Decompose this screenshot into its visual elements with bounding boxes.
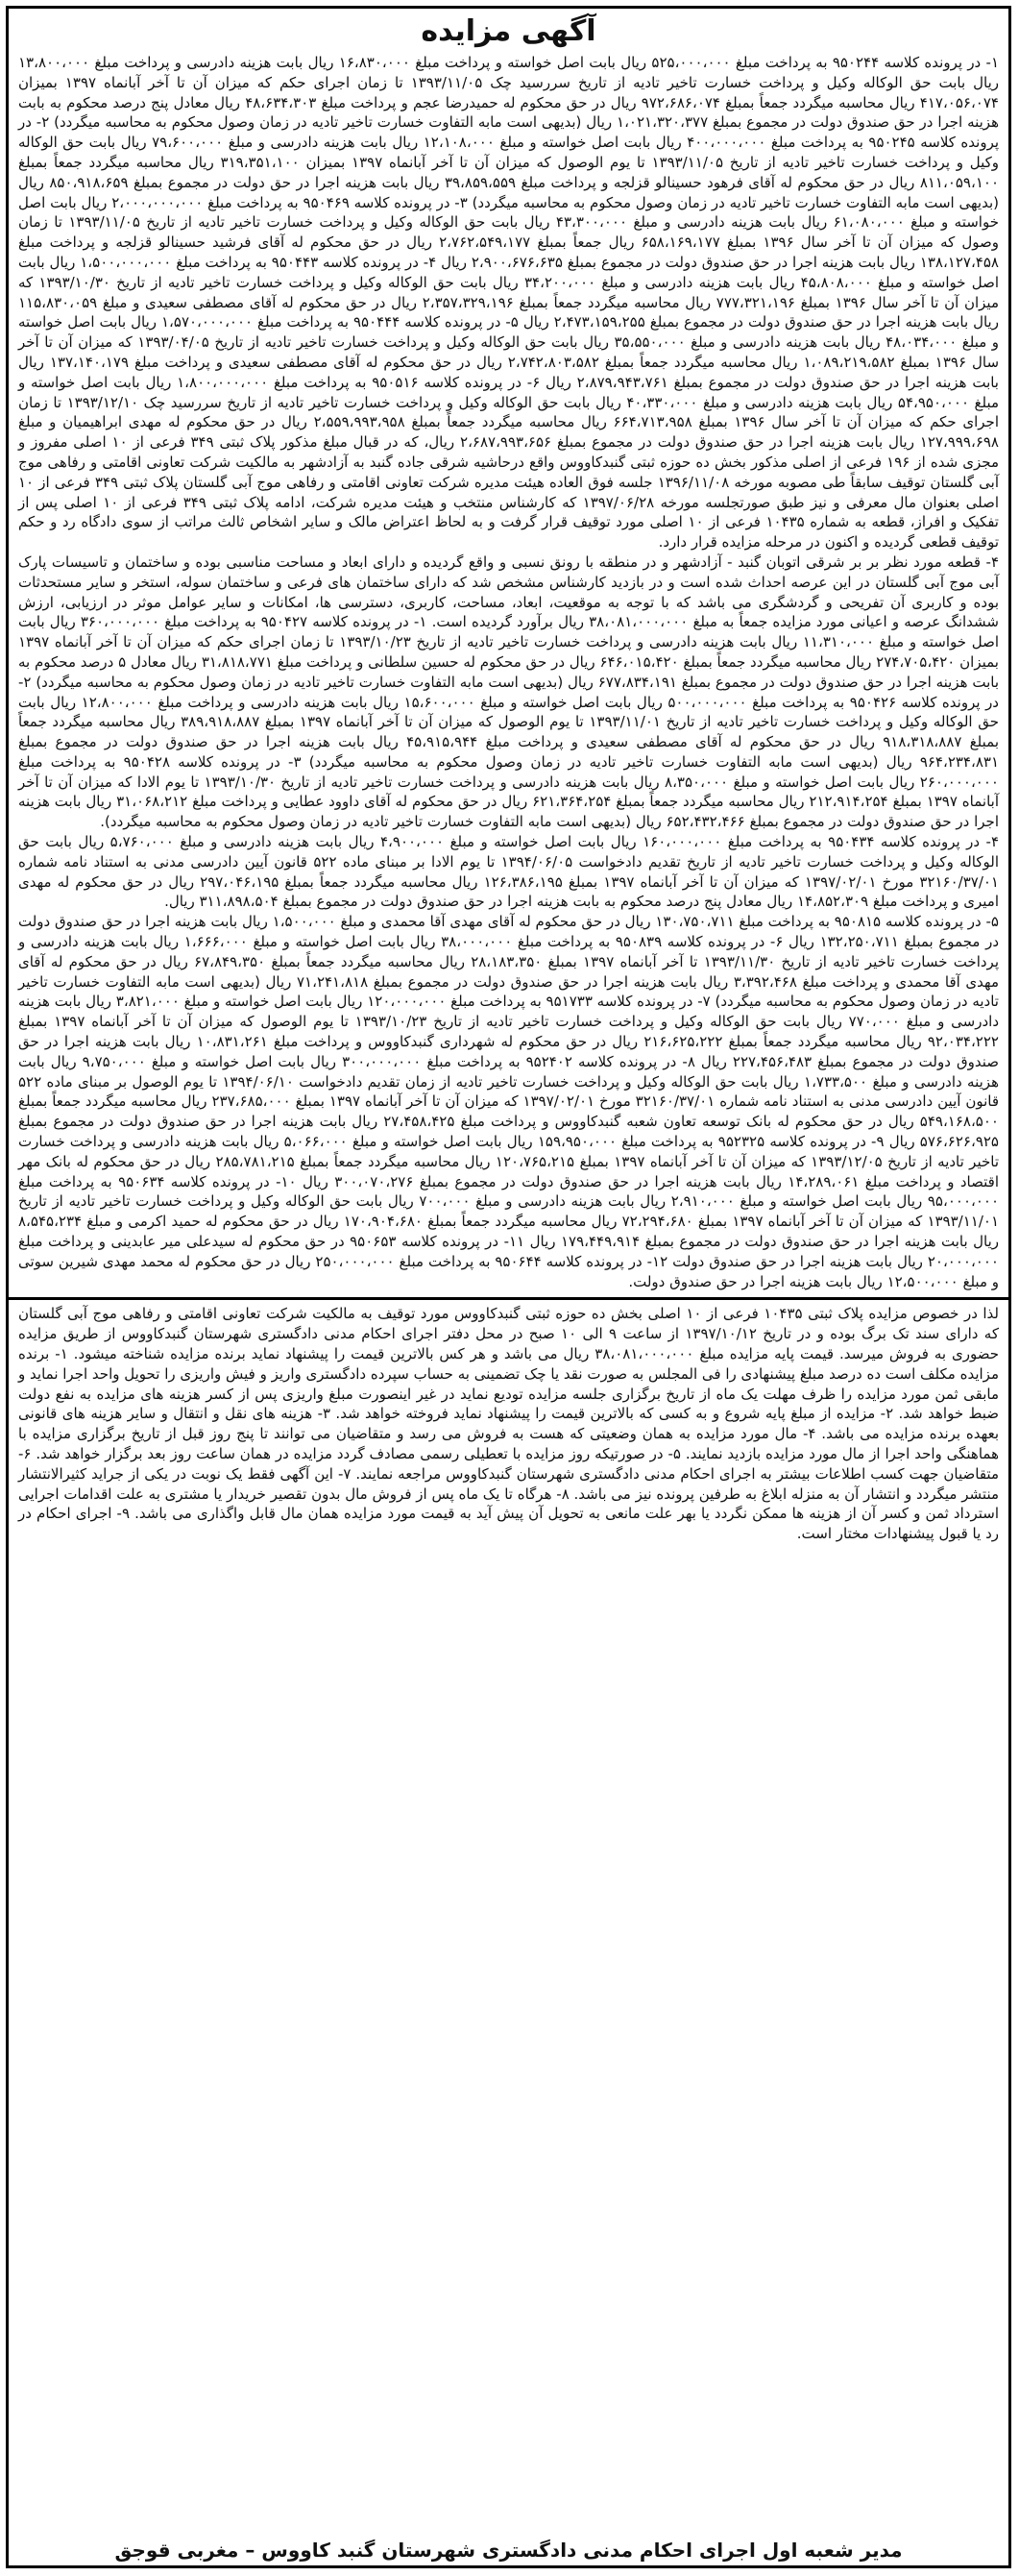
notice-heading: آگهی مزایده <box>421 14 596 48</box>
notice-closing-terms: لذا در خصوص مزایده پلاک ثبتی ۱۰۴۳۵ فرعی از ۱۰ اصلی بخش ده حوزه ثبتی گنبدکاووس مورد توقیف به مالکیت شرکت تعاونی اقامتی و رفاهی موج آبی گلستان که دارای سند تک برگ بوده و در تاریخ ۱۳۹۷/۱۰/۱۲ از ساعت ۹ الی ۱۰ صبح در محل دفتر اجرای احکام مدنی دادگستری شهرستان گنبدکاووس از طریق مزایده حضوری به فروش میرسد. قیمت پایه مزایده مبلغ ۳۸،۰۸۱،۰۰۰،۰۰۰ ریال می باشد و هر کس بالاترین قیمت را پیشنهاد نماید برنده مزایده شناخته میشود. ۱- برنده مزایده مکلف است ده درصد مبلغ پیشنهادی را فی المجلس به صورت نقد یا چک تضمینی به حساب سپرده دادگستری واریز و فیش واریزی را تحویل واحد اجرا نماید و مابقی ثمن مورد مزایده را ظرف مهلت یک ماه از تاریخ برگزاری جلسه مزایده تودیع نماید در غیر اینصورت مبلغ واریزی پس از کسر هزینه های مزایده به نفع دولت ضبط خواهد شد. ۲- مزایده از مبلغ پایه شروع و به کسی که بالاترین قیمت را پیشنهاد نماید فروخته خواهد شد. ۳- هزینه های نقل و انتقال و سایر هزینه های قانونی بعهده برنده مزایده می باشد. ۴- مال مورد مزایده به همان وضعیتی که هست به فروش می رسد و متقاضیان می توانند تا پنج روز قبل از تاریخ برگزاری مزایده با هماهنگی واحد اجرا از مال مورد مزایده بازدید نمایند. ۵- در صورتیکه روز مزایده با تعطیلی رسمی مصادف گردد مزایده در همان ساعت روز بعد برگزار خواهد شد. ۶- متقاضیان جهت کسب اطلاعات بیشتر به اجرای احکام مدنی دادگستری شهرستان گنبدکاووس مراجعه نمایند. ۷- این آگهی فقط یک نوبت در یکی از جراید کثیرالانتشار منتشر میگردد و انتشار آن به منزله ابلاغ به طرفین پرونده نیز می باشد. ۸- هرگاه تا یک ماه پس از فروش مال بدون تقصیر خریدار یا مشتری به علت اقدامات اجرایی استرداد ثمن و کسر آن از هزینه ها ممکن نگردد یا بهر علت مانعی به تحویل آن پیش آید به قیمت مورد مزایده همان مال قابل واگذاری می باشد. ۹- اجرای احکام در رد یا قبول پیشنهادات مختار است. <box>18 1305 1000 1543</box>
notice-frame <box>6 6 1011 2568</box>
notice-section-2: ۴- قطعه مورد نظر بر بر شرقی اتوبان گنبد - آزادشهر و در منطقه با رونق نسبی و واقع گردیده و دارای ابعاد و مساحت مناسبی بوده و ساختمان و تاسیسات پارک آبی موج آبی گلستان در این عرصه احداث شده است و در بازدید کارشناس مشخص شد که دارای ساختمان های فرعی و ساختمان سوله، استخر و سایر مستحدثات بوده و کاربری آن تفریحی و گردشگری می باشد که با توجه به موقعیت، ابعاد، مساحت، کاربری، دسترسی ها، امکانات و سایر عوامل موثر در ارزیابی، ارزش ششدانگ عرصه و اعیانی مورد مزایده جمعاً به مبلغ ۳۸،۰۸۱،۰۰۰،۰۰۰ ریال برآورد گردیده است. ۱- در پرونده کلاسه ۹۵۰۴۲۷ به پرداخت مبلغ ۳۶۰،۰۰۰،۰۰۰ ریال بابت اصل خواسته و مبلغ ۱۱،۳۱۰،۰۰۰ ریال بابت هزینه دادرسی و پرداخت خسارت تاخیر تادیه از تاریخ ۱۳۹۳/۱۰/۲۳ تا زمان اجرای حکم که میزان آن تا آخر آبانماه ۱۳۹۷ بمیزان ۲۷۴،۷۰۵،۴۲۰ ریال محاسبه میگردد جمعاً بمبلغ ۶۴۶،۰۱۵،۴۲۰ ریال در حق محکوم له حسین سلطانی و پرداخت مبلغ ۳۱،۸۱۸،۷۷۱ ریال معادل ۵ درصد محکوم به بابت هزینه اجرا در حق صندوق دولت در مجموع بمبلغ ۶۷۷،۸۳۴،۱۹۱ ریال (بدیهی است مابه التفاوت خسارت تاخیر تادیه در زمان وصول محکوم به محاسبه میگردد) ۲- در پرونده کلاسه ۹۵۰۴۲۶ به پرداخت مبلغ ۵۰۰،۰۰۰،۰۰۰ ریال بابت اصل خواسته و مبلغ ۱۵،۶۰۰،۰۰۰ ریال بابت هزینه دادرسی و پرداخت مبلغ ۱۲،۸۰۰،۰۰۰ ریال بابت حق الوکاله وکیل و پرداخت خسارت تاخیر تادیه از تاریخ ۱۳۹۳/۱۱/۰۱ تا یوم الوصول که میزان آن تا آخر آبانماه ۱۳۹۷ بمبلغ ۳۸۹،۹۱۸،۸۸۷ ریال محاسبه میگردد جمعاً بمبلغ ۹۱۸،۳۱۸،۸۸۷ ریال در حق محکوم له آقای مصطفی سعیدی و پرداخت مبلغ ۴۵،۹۱۵،۹۴۴ ریال بابت هزینه اجرا در حق صندوق دولت در مجموع بمبلغ ۹۶۴،۲۳۴،۸۳۱ ریال (بدیهی است مابه التفاوت خسارت تاخیر تادیه در زمان وصول محکوم به محاسبه میگردد) ۳- در پرونده کلاسه ۹۵۰۴۲۸ به پرداخت مبلغ ۲۶۰،۰۰۰،۰۰۰ ریال بابت اصل خواسته و مبلغ ۸،۳۵۰،۰۰۰ ریال بابت هزینه دادرسی و پرداخت خسارت تاخیر تادیه از تاریخ ۱۳۹۳/۱۰/۳۰ تا یوم الادا که میزان آن تا آخر آبانماه ۱۳۹۷ بمبلغ ۲۱۲،۹۱۴،۲۵۴ ریال محاسبه میگردد جمعاً بمبلغ ۶۲۱،۳۶۴،۲۵۴ ریال در حق محکوم له آقای داوود عطایی و پرداخت مبلغ ۳۱،۰۶۸،۲۱۲ ریال بابت هزینه اجرا در حق صندوق دولت در مجموع بمبلغ ۶۵۲،۴۳۲،۴۶۶ ریال (بدیهی است مابه التفاوت خسارت تاخیر تادیه در زمان وصول محکوم به محاسبه میگردد). <box>18 552 1000 831</box>
notice-section-4: ۵- در پرونده کلاسه ۹۵۰۸۱۵ به پرداخت مبلغ ۱۳۰،۷۵۰،۷۱۱ ریال در حق محکوم له آقای مهدی آقا محمدی و مبلغ ۱،۵۰۰،۰۰۰ ریال بابت هزینه اجرا در حق صندوق دولت در مجموع بمبلغ ۱۳۲،۲۵۰،۷۱۱ ریال ۶- در پرونده کلاسه ۹۵۰۸۳۹ به پرداخت مبلغ ۳۸،۰۰۰،۰۰۰ ریال بابت اصل خواسته و مبلغ ۱،۶۶۶،۰۰۰ ریال بابت هزینه دادرسی و پرداخت خسارت تاخیر تادیه از تاریخ ۱۳۹۳/۱۱/۳۰ تا آخر آبانماه ۱۳۹۷ بمبلغ ۲۸،۱۸۳،۳۵۰ ریال محاسبه میگردد جمعاً بمبلغ ۶۷،۸۴۹،۳۵۰ ریال در حق محکوم له آقای مهدی آقا محمدی و پرداخت مبلغ ۳،۳۹۲،۴۶۸ ریال بابت هزینه اجرا در حق صندوق دولت در مجموع بمبلغ ۷۱،۲۴۱،۸۱۸ ریال (بدیهی است مابه التفاوت خسارت تاخیر تادیه در زمان وصول محکوم به محاسبه میگردد) ۷- در پرونده کلاسه ۹۵۱۷۳۳ به پرداخت مبلغ ۱۲۰،۰۰۰،۰۰۰ ریال بابت اصل خواسته و مبلغ ۳،۸۲۱،۰۰۰ ریال بابت هزینه دادرسی و مبلغ ۷۷۰،۰۰۰ ریال بابت حق الوکاله وکیل و پرداخت خسارت تاخیر تادیه از تاریخ ۱۳۹۳/۱۰/۲۳ تا یوم الوصول که میزان آن تا آخر آبانماه ۱۳۹۷ بمبلغ ۹۲،۰۳۴،۲۲۲ ریال محاسبه میگردد جمعاً بمبلغ ۲۱۶،۶۲۵،۲۲۲ ریال در حق محکوم له شهرداری گنبدکاووس و پرداخت مبلغ ۱۰،۸۳۱،۲۶۱ ریال بابت هزینه اجرا در حق صندوق دولت در مجموع بمبلغ ۲۲۷،۴۵۶،۴۸۳ ریال ۸- در پرونده کلاسه ۹۵۲۴۰۲ به پرداخت مبلغ ۳۰۰،۰۰۰،۰۰۰ ریال بابت اصل خواسته و مبلغ ۹،۷۵۰،۰۰۰ ریال بابت هزینه دادرسی و مبلغ ۱،۷۳۳،۵۰۰ ریال بابت حق الوکاله وکیل و پرداخت خسارت تاخیر تادیه از زمان تقدیم دادخواست ۱۳۹۴/۰۶/۱۰ تا یوم الوصول بر مبنای ماده ۵۲۲ قانون آیین دادرسی مدنی به استناد نامه شماره ۳۲۱۶۰/۳۷/۰۱ مورخ ۱۳۹۷/۰۲/۰۱ که میزان آن تا آخر آبانماه ۱۳۹۷ بمبلغ ۲۳۷،۶۸۵،۰۰۰ ریال محاسبه میگردد جمعاً بمبلغ ۵۴۹،۱۶۸،۵۰۰ ریال در حق محکوم له بانک توسعه تعاون شعبه گنبدکاووس و پرداخت مبلغ ۲۷،۴۵۸،۴۲۵ ریال بابت هزینه اجرا در حق صندوق دولت در مجموع بمبلغ ۵۷۶،۶۲۶،۹۲۵ ریال ۹- در پرونده کلاسه ۹۵۲۳۲۵ به پرداخت مبلغ ۱۵۹،۹۵۰،۰۰۰ ریال بابت اصل خواسته و مبلغ ۵،۰۶۶،۰۰۰ ریال بابت هزینه دادرسی و پرداخت خسارت تاخیر تادیه از تاریخ ۱۳۹۳/۱۲/۰۵ که میزان آن تا آخر آبانماه ۱۳۹۷ بمبلغ ۱۲۰،۷۶۵،۲۱۵ ریال محاسبه میگردد جمعاً بمبلغ ۲۸۵،۷۸۱،۲۱۵ ریال در حق محکوم له بانک مهر اقتصاد و پرداخت مبلغ ۱۴،۲۸۹،۰۶۱ ریال بابت هزینه اجرا در حق صندوق دولت در مجموع بمبلغ ۳۰۰،۰۷۰،۲۷۶ ریال ۱۰- در پرونده کلاسه ۹۵۰۶۳۴ به پرداخت مبلغ ۹۵،۰۰۰،۰۰۰ ریال بابت اصل خواسته و مبلغ ۲،۹۱۰،۰۰۰ ریال بابت هزینه دادرسی و مبلغ ۷۰۰،۰۰۰ ریال بابت حق الوکاله وکیل و پرداخت خسارت تاخیر تادیه از تاریخ ۱۳۹۳/۱۱/۰۱ که میزان آن تا آخر آبانماه ۱۳۹۷ بمبلغ ۷۲،۲۹۴،۶۸۰ ریال محاسبه میگردد جمعاً بمبلغ ۱۷۰،۹۰۴،۶۸۰ ریال در حق محکوم له حمید اکرمی و مبلغ ۸،۵۴۵،۲۳۴ ریال بابت هزینه اجرا در حق صندوق دولت در مجموع بمبلغ ۱۷۹،۴۴۹،۹۱۴ ریال ۱۱- در پرونده کلاسه ۹۵۰۶۵۳ در حق محکوم له سیدعلی میر عابدینی و پرداخت مبلغ ۲۰،۰۰۰،۰۰۰ ریال بابت هزینه اجرا در حق صندوق دولت ۱۲- در پرونده کلاسه ۹۵۰۶۴۴ به پرداخت مبلغ ۲۵۰،۰۰۰،۰۰۰ ریال در حق محکوم له محمد مهدی شیرین سوتی و مبلغ ۱۲،۵۰۰،۰۰۰ ریال بابت هزینه اجرا در حق صندوق دولت. <box>18 913 1000 1290</box>
signature-line: مدیر شعبه اول اجرای احکام مدنی دادگستری شهرستان گنبد کاووس – مغربی قوجق <box>114 2539 903 2562</box>
section-divider <box>9 1297 1008 1300</box>
notice-section-1: ۱- در پرونده کلاسه ۹۵۰۲۴۴ به پرداخت مبلغ ۵۲۵،۰۰۰،۰۰۰ ریال بابت اصل خواسته و پرداخت مبلغ ۱۶،۸۳۰،۰۰۰ ریال بابت هزینه دادرسی و پرداخت مبلغ ۱۳،۸۰۰،۰۰۰ ریال بابت حق الوکاله وکیل و پرداخت خسارت تاخیر تادیه از تاریخ سررسید چک ۱۳۹۳/۱۱/۰۵ تا زمان اجرای حکم که میزان آن تا آخر آبانماه ۱۳۹۷ بمیزان ۴۱۷،۰۵۶،۰۷۴ ریال محاسبه میگردد جمعاً بمبلغ ۹۷۲،۶۸۶،۰۷۴ ریال در حق محکوم له حمیدرضا عجم و پرداخت مبلغ ۴۸،۶۳۴،۳۰۳ ریال معادل پنج درصد محکوم به بابت هزینه اجرا در حق صندوق دولت در مجموع بمبلغ ۱،۰۲۱،۳۲۰،۳۷۷ ریال (بدیهی است مابه التفاوت خسارت تاخیر تادیه در زمان وصول محکوم به محاسبه میگردد) ۲- در پرونده کلاسه ۹۵۰۲۴۵ به پرداخت مبلغ ۴۰۰،۰۰۰،۰۰۰ ریال بابت اصل خواسته و مبلغ ۱۲،۱۰۸،۰۰۰ ریال بابت هزینه دادرسی و مبلغ ۷۹،۶۰۰،۰۰۰ ریال بابت حق الوکاله وکیل و پرداخت خسارت تاخیر تادیه از تاریخ ۱۳۹۳/۱۱/۰۵ تا یوم الوصول که میزان آن تا آخر آبانماه ۱۳۹۷ بمیزان ۳۱۹،۳۵۱،۱۰۰ ریال محاسبه میگردد جمعاً بمبلغ ۸۱۱،۰۵۹،۱۰۰ ریال در حق محکوم له آقای فرهود حسینالو قزلجه و پرداخت مبلغ ۳۹،۸۵۹،۵۵۹ ریال بابت هزینه اجرا در حق دولت در مجموع بمبلغ ۸۵۰،۹۱۸،۶۵۹ ریال (بدیهی است مابه التفاوت خسارت تاخیر تادیه در زمان وصول محکوم به محاسبه میگردد) ۳- در پرونده کلاسه ۹۵۰۴۶۹ به پرداخت مبلغ ۲،۰۰۰،۰۰۰،۰۰۰ ریال بابت اصل خواسته و مبلغ ۶۱،۰۸۰،۰۰۰ ریال بابت هزینه دادرسی و مبلغ ۴۳،۳۰۰،۰۰۰ ریال بابت حق الوکاله وکیل و پرداخت خسارت تاخیر تادیه از تاریخ ۱۳۹۳/۱۱/۰۵ تا زمان وصول که میزان آن تا آخر سال ۱۳۹۶ بمبلغ ۶۵۸،۱۶۹،۱۷۷ ریال جمعاً بمبلغ ۲،۷۶۲،۵۴۹،۱۷۷ ریال در حق محکوم له آقای فرشید حسینالو قزلجه و پرداخت مبلغ ۱۳۸،۱۲۷،۴۵۸ ریال بابت هزینه اجرا در حق صندوق دولت در مجموع بمبلغ ۲،۹۰۰،۶۷۶،۶۳۵ ریال ۴- در پرونده کلاسه ۹۵۰۴۴۳ به پرداخت مبلغ ۱،۵۰۰،۰۰۰،۰۰۰ ریال بابت اصل خواسته و مبلغ ۴۵،۸۰۸،۰۰۰ ریال بابت هزینه دادرسی و مبلغ ۳۴،۲۰۰،۰۰۰ ریال بابت حق الوکاله وکیل و پرداخت خسارت تاخیر تادیه از تاریخ ۱۳۹۳/۱۰/۳۰ که میزان آن تا آخر سال ۱۳۹۶ بمبلغ ۷۷۷،۳۲۱،۱۹۶ ریال محاسبه میگردد جمعاً بمبلغ ۲،۳۵۷،۳۲۹،۱۹۶ ریال در حق محکوم له آقای مصطفی سعیدی و مبلغ ۱۱۵،۸۳۰،۰۵۹ ریال بابت هزینه اجرا در حق صندوق دولت در مجموع بمبلغ ۲،۴۷۳،۱۵۹،۲۵۵ ریال ۵- در پرونده کلاسه ۹۵۰۴۴۴ به پرداخت مبلغ ۱،۵۷۰،۰۰۰،۰۰۰ ریال بابت اصل خواسته و مبلغ ۴۸،۰۳۴،۰۰۰ ریال بابت هزینه دادرسی و مبلغ ۳۵،۵۵۰،۰۰۰ ریال بابت حق الوکاله وکیل و پرداخت خسارت تاخیر تادیه از تاریخ ۱۳۹۳/۰۴/۰۵ که میزان آن تا آخر سال ۱۳۹۶ بمبلغ ۱،۰۸۹،۲۱۹،۵۸۲ ریال محاسبه میگردد جمعاً بمبلغ ۲،۷۴۲،۸۰۳،۵۸۲ ریال در حق محکوم له آقای مصطفی سعیدی و پرداخت مبلغ ۱۳۷،۱۴۰،۱۷۹ ریال بابت هزینه اجرا در حق صندوق دولت در مجموع بمبلغ ۲،۸۷۹،۹۴۳،۷۶۱ ریال ۶- در پرونده کلاسه ۹۵۰۵۱۶ به پرداخت مبلغ ۱،۸۰۰،۰۰۰،۰۰۰ ریال بابت اصل خواسته و مبلغ ۵۴،۹۵۰،۰۰۰ ریال بابت هزینه دادرسی و مبلغ ۴۰،۳۳۰،۰۰۰ ریال بابت حق الوکاله وکیل و پرداخت خسارت تاخیر تادیه از تاریخ سررسید چک ۱۳۹۳/۱۲/۱۰ تا زمان اجرای حکم که میزان آن تا آخر سال ۱۳۹۶ بمبلغ ۶۶۴،۷۱۳،۹۵۸ ریال محاسبه میگردد جمعاً بمبلغ ۲،۵۵۹،۹۹۳،۹۵۸ ریال در حق محکوم له مهدی ابراهیمیان و مبلغ ۱۲۷،۹۹۹،۶۹۸ ریال بابت هزینه اجرا در حق صندوق دولت در مجموع بمبلغ ۲،۶۸۷،۹۹۳،۶۵۶ ریال، که در قبال مبلغ مذکور پلاک ثبتی ۳۴۹ فرعی از ۱۰ اصلی مفروز و مجزی شده از ۱۹۶ فرعی از اصلی مذکور بخش ده حوزه ثبتی گنبدکاووس واقع درحاشیه شرقی جاده گنبد به آزادشهر به مالکیت شرکت تعاونی اقامتی و رفاهی موج آبی گلستان توقیف سابقاً طی مصوبه مورخه ۱۳۹۶/۱۱/۰۸ جلسه فوق العاده هیئت مدیره شرکت تعاونی اقامتی و رفاهی موج آبی گلستان پلاک ثبتی ۳۴۹ فرعی از ۱۰ اصلی بعنوان مال معرفی و نیز طبق صورتجلسه مورخه ۱۳۹۷/۰۶/۲۸ که کارشناس منتخب و هیئت مدیره شرکت، ادامه پلاک ثبتی ۳۴۹ فرعی از ۱۰ اصلی پس از تفکیک و افراز، قطعه به شماره ۱۰۴۳۵ فرعی از ۱۰ اصلی مورد توقیف قرار گرفت و به لحاظ اعتراض مالک و سایر اشخاص ثالث مراتب از سوی دادگاه رد و حکم توقیف قطعی گردیده و اکنون در مرحله مزایده قرار دارد. <box>18 54 1000 552</box>
notice-section-3: ۴- در پرونده کلاسه ۹۵۰۴۳۴ به پرداخت مبلغ ۱۶۰،۰۰۰،۰۰۰ ریال بابت اصل خواسته و مبلغ ۴،۹۰۰،۰۰۰ ریال بابت هزینه دادرسی و مبلغ ۵،۷۶۰،۰۰۰ ریال بابت حق الوکاله وکیل و پرداخت خسارت تاخیر تادیه از تاریخ تقدیم دادخواست ۱۳۹۴/۰۶/۰۵ تا یوم الادا بر مبنای ماده ۵۲۲ قانون آیین دادرسی مدنی به استناد نامه شماره ۳۲۱۶۰/۳۷/۰۱ مورخ ۱۳۹۷/۰۲/۰۱ که میزان آن تا آخر آبانماه ۱۳۹۷ بمبلغ ۱۲۶،۳۸۶،۱۹۵ ریال محاسبه میگردد جمعاً بمبلغ ۲۹۷،۰۴۶،۱۹۵ ریال در حق محکوم له مهدی امیری و پرداخت مبلغ ۱۴،۸۵۲،۳۰۹ ریال معادل پنج درصد محکوم به بابت هزینه اجرا در حق صندوق دولت در مجموع بمبلغ ۳۱۱،۸۹۸،۵۰۴ ریال. <box>18 833 999 911</box>
